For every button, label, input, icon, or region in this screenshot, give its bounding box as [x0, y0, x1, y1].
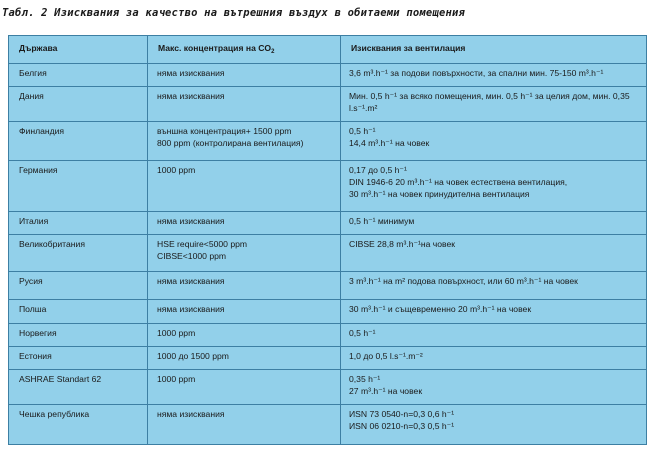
header-country: Държава	[9, 36, 148, 64]
ventilation-cell	[341, 324, 647, 347]
ventilation-line: ИSN 73 0540-n=0,3 0,6 h⁻¹	[349, 409, 455, 419]
concentration-line: няма изисквания	[157, 304, 225, 314]
table-row	[9, 87, 647, 122]
ventilation-requirements-table	[8, 35, 647, 445]
concentration-cell	[148, 405, 341, 445]
table-row	[9, 347, 647, 370]
table-row	[9, 161, 647, 212]
table-row	[9, 370, 647, 405]
concentration-line: 1000 до 1500 ppm	[157, 351, 229, 361]
country-cell: Чешка република	[9, 405, 148, 445]
ventilation-cell	[341, 87, 647, 122]
concentration-line: 800 ppm (контролирана вентилация)	[157, 138, 304, 148]
ventilation-cell	[341, 405, 647, 445]
concentration-line: 1000 ppm	[157, 328, 196, 338]
concentration-line: CIBSE<1000 ppm	[157, 251, 227, 261]
ventilation-line: 14,4 m³.h⁻¹ на човек	[349, 138, 430, 148]
concentration-cell	[148, 64, 341, 87]
table-row	[9, 212, 647, 235]
concentration-line: 1000 ppm	[157, 165, 196, 175]
concentration-cell	[148, 370, 341, 405]
concentration-cell	[148, 235, 341, 272]
ventilation-cell	[341, 161, 647, 212]
country-cell: Полша	[9, 300, 148, 324]
ventilation-line: 30 m³.h⁻¹ на човек принудителна вентилация	[349, 189, 530, 199]
country-cell: Норвегия	[9, 324, 148, 347]
concentration-cell	[148, 161, 341, 212]
table-row	[9, 300, 647, 324]
header-max-co2-concentration	[148, 36, 341, 64]
header-co2-text: Макс. концентрация на CO	[158, 43, 272, 53]
table-row	[9, 405, 647, 445]
ventilation-line: 27 m³.h⁻¹ на човек	[349, 386, 423, 396]
table-row	[9, 272, 647, 300]
country-cell: Великобритания	[9, 235, 148, 272]
country-cell: Финландия	[9, 122, 148, 161]
ventilation-line: 0,5 h⁻¹	[349, 328, 376, 338]
concentration-cell	[148, 87, 341, 122]
concentration-cell	[148, 300, 341, 324]
concentration-line: няма изисквания	[157, 409, 225, 419]
concentration-cell	[148, 324, 341, 347]
ventilation-line: 0,5 h⁻¹ минимум	[349, 216, 415, 226]
ventilation-line: Мин. 0,5 h⁻¹ за всяко помещения, мин. 0,5 h⁻¹ за целия дом, мин. 0,35 l.s⁻¹.m²	[349, 91, 630, 113]
concentration-cell	[148, 272, 341, 300]
ventilation-cell	[341, 212, 647, 235]
ventilation-line: 30 m³.h⁻¹ и същевременно 20 m³.h⁻¹ на човек	[349, 304, 532, 314]
ventilation-cell	[341, 272, 647, 300]
concentration-line: няма изисквания	[157, 91, 225, 101]
ventilation-cell	[341, 64, 647, 87]
ventilation-line: CIBSE 28,8 m³.h⁻¹на човек	[349, 239, 456, 249]
ventilation-cell	[341, 370, 647, 405]
concentration-line: 1000 ppm	[157, 374, 196, 384]
ventilation-line: 0,35 h⁻¹	[349, 374, 381, 384]
country-cell: Русия	[9, 272, 148, 300]
table-header-row	[9, 36, 647, 64]
country-cell: Дания	[9, 87, 148, 122]
concentration-line: няма изисквания	[157, 68, 225, 78]
country-cell: Италия	[9, 212, 148, 235]
concentration-line: няма изисквания	[157, 216, 225, 226]
header-co2-subscript: 2	[271, 49, 275, 55]
table-row	[9, 122, 647, 161]
ventilation-line: 0,17 до 0,5 h⁻¹	[349, 165, 407, 175]
concentration-line: HSE require<5000 ppm	[157, 239, 248, 249]
table-body	[9, 64, 647, 445]
ventilation-cell	[341, 347, 647, 370]
ventilation-line: 3 m³.h⁻¹ на m² подова повърхност, или 60 m³.h⁻¹ на човек	[349, 276, 578, 286]
ventilation-cell	[341, 300, 647, 324]
table-caption: Табл. 2 Изисквания за качество на вътрешния въздух в обитаеми помещения	[2, 7, 466, 19]
concentration-cell	[148, 347, 341, 370]
ventilation-line: 0,5 h⁻¹	[349, 126, 376, 136]
concentration-cell	[148, 122, 341, 161]
ventilation-line: 3,6 m³.h⁻¹ за подови повърхности, за спални мин. 75-150 m³.h⁻¹	[349, 68, 604, 78]
concentration-line: външна концентрация+ 1500 ppm	[157, 126, 292, 136]
country-cell: Естония	[9, 347, 148, 370]
ventilation-line: DIN 1946-6 20 m³.h⁻¹ на човек естествена вентилация,	[349, 177, 568, 187]
ventilation-cell	[341, 235, 647, 272]
concentration-line: няма изисквания	[157, 276, 225, 286]
ventilation-line: ИSN 06 0210-n=0,3 0,5 h⁻¹	[349, 421, 455, 431]
concentration-cell	[148, 212, 341, 235]
country-cell: Германия	[9, 161, 148, 212]
country-cell: ASHRAE Standart 62	[9, 370, 148, 405]
country-cell: Белгия	[9, 64, 148, 87]
table-row	[9, 64, 647, 87]
table-row	[9, 235, 647, 272]
table-row	[9, 324, 647, 347]
ventilation-cell	[341, 122, 647, 161]
header-ventilation-requirements: Изисквания за вентилация	[341, 36, 647, 64]
ventilation-line: 1,0 до 0,5 l.s⁻¹.m⁻²	[349, 351, 423, 361]
